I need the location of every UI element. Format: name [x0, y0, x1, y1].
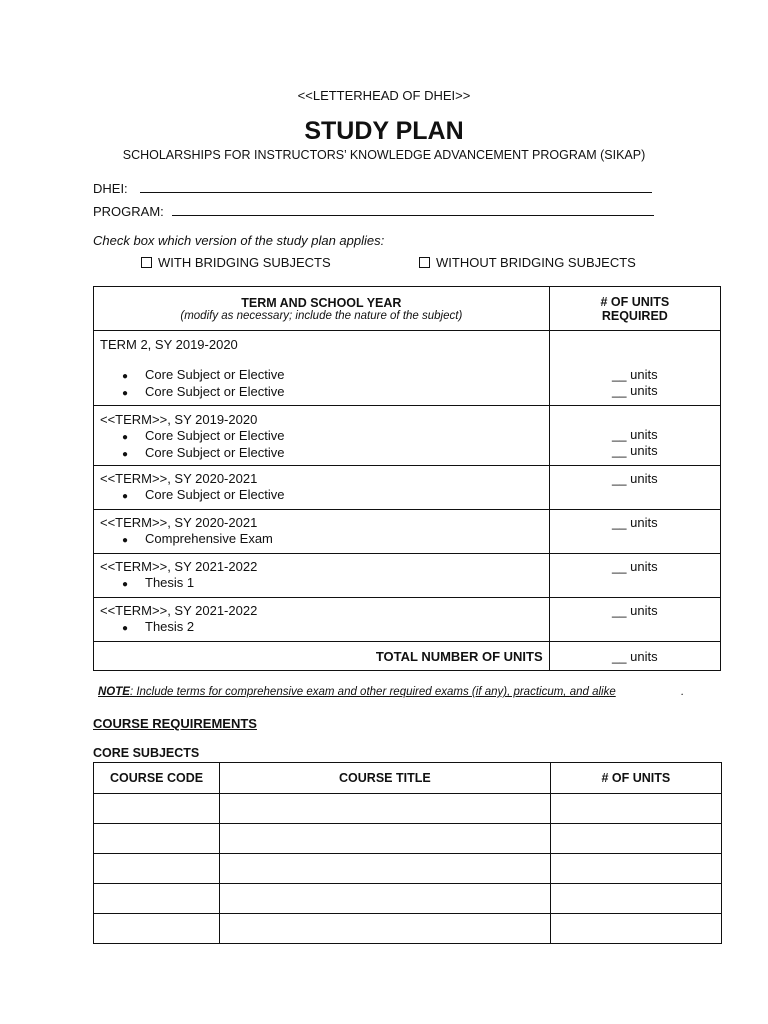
core-table-header-row	[94, 763, 722, 794]
units-value: __ units	[612, 427, 658, 442]
option-label: WITH BRIDGING SUBJECTS	[158, 255, 331, 270]
core-subjects-table	[93, 762, 722, 944]
table-row	[94, 824, 722, 854]
units-cell[interactable]	[550, 914, 721, 944]
term-cell	[94, 510, 550, 554]
table-row	[94, 914, 722, 944]
units-cell	[549, 554, 720, 598]
units-value: __ units	[612, 367, 658, 382]
term-cell	[94, 331, 550, 406]
course-title-cell[interactable]	[220, 794, 551, 824]
units-value: __ units	[612, 442, 658, 458]
total-units: __ units	[549, 642, 720, 671]
course-requirements-heading: COURSE REQUIREMENTS	[93, 716, 257, 731]
plan-row	[94, 466, 721, 510]
plan-row	[94, 331, 721, 406]
term-cell	[94, 598, 550, 642]
option-label: WITHOUT BRIDGING SUBJECTS	[436, 255, 636, 270]
term-label: <<TERM>>, SY 2021-2022	[100, 603, 258, 618]
note-label: NOTE	[98, 686, 130, 698]
units-cell	[549, 331, 720, 406]
subject-item: ● Core Subject or Elective	[100, 445, 543, 463]
document-subtitle: SCHOLARSHIPS FOR INSTRUCTORS’ KNOWLEDGE ADVANCEMENT PROGRAM (SIKAP)	[122, 148, 646, 162]
dhei-label: DHEI:	[93, 181, 128, 196]
units-cell	[549, 510, 720, 554]
term-header-note: (modify as necessary; include the nature of the subject)	[180, 309, 463, 322]
table-row	[94, 794, 722, 824]
term-header: TERM AND SCHOOL YEAR	[241, 295, 402, 310]
bullet: ●	[122, 490, 129, 502]
term-label: <<TERM>>, SY 2020-2021	[100, 515, 258, 530]
term-cell	[94, 406, 550, 466]
term-label: <<TERM>>, SY 2019-2020	[100, 412, 258, 427]
units-cell	[549, 406, 720, 466]
course-title-cell[interactable]	[220, 854, 551, 884]
option-without-bridging[interactable]	[419, 255, 636, 270]
units-header: # OF UNITS	[550, 763, 721, 794]
core-subjects-heading: CORE SUBJECTS	[93, 746, 200, 760]
total-label: TOTAL NUMBER OF UNITS	[94, 642, 550, 671]
term-label: <<TERM>>, SY 2020-2021	[100, 471, 258, 486]
program-blank-line[interactable]	[172, 202, 654, 216]
term-label: TERM 2, SY 2019-2020	[100, 337, 238, 352]
units-value: __ units	[612, 515, 658, 530]
bullet: ●	[122, 388, 129, 399]
course-code-header: COURSE CODE	[94, 763, 220, 794]
bullet: ●	[122, 431, 129, 443]
units-header-cell	[549, 287, 720, 331]
dhei-field	[93, 179, 652, 196]
course-code-cell[interactable]	[94, 914, 220, 944]
units-header-line2: REQUIRED	[601, 308, 668, 323]
letterhead-placeholder: <<LETTERHEAD OF DHEI>>	[297, 88, 471, 103]
subject-item: ● Thesis 1	[100, 575, 543, 593]
units-value: __ units	[612, 603, 658, 618]
course-title-header: COURSE TITLE	[220, 763, 551, 794]
subject-item: ● Comprehensive Exam	[100, 531, 543, 549]
bullet: ●	[122, 449, 129, 460]
total-row	[94, 642, 721, 671]
course-code-cell[interactable]	[94, 824, 220, 854]
dhei-blank-line[interactable]	[140, 179, 652, 193]
table-row	[94, 884, 722, 914]
course-code-cell[interactable]	[94, 884, 220, 914]
plan-row	[94, 406, 721, 466]
checkbox-icon[interactable]	[419, 257, 430, 268]
program-field	[93, 202, 654, 219]
checkbox-icon[interactable]	[141, 257, 152, 268]
plan-row	[94, 554, 721, 598]
bullet: ●	[122, 622, 129, 634]
units-cell	[549, 466, 720, 510]
document-title: STUDY PLAN	[304, 117, 464, 145]
note-period: .	[681, 686, 685, 698]
table-row	[94, 854, 722, 884]
units-cell[interactable]	[550, 884, 721, 914]
term-cell	[94, 554, 550, 598]
note-text: : Include terms for comprehensive exam and other required exams (if any), practicum, and alike	[129, 686, 616, 698]
units-value: __ units	[612, 382, 658, 398]
plan-row	[94, 510, 721, 554]
course-code-cell[interactable]	[94, 854, 220, 884]
subject-item: ● Thesis 2	[100, 619, 543, 637]
subject-item: ● Core Subject or Elective	[100, 367, 543, 385]
bullet: ●	[122, 534, 129, 546]
course-title-cell[interactable]	[220, 824, 551, 854]
term-header-cell	[94, 287, 550, 331]
units-header-line1: # OF UNITS	[600, 294, 670, 309]
units-cell[interactable]	[550, 854, 721, 884]
term-label: <<TERM>>, SY 2021-2022	[100, 559, 258, 574]
study-plan-table	[93, 286, 721, 671]
plan-row	[94, 598, 721, 642]
course-title-cell[interactable]	[220, 884, 551, 914]
option-with-bridging[interactable]	[141, 255, 331, 270]
units-value: __ units	[612, 471, 658, 486]
subject-item: ● Core Subject or Elective	[100, 487, 543, 505]
units-cell[interactable]	[550, 824, 721, 854]
plan-table-header-row	[94, 287, 721, 331]
bullet: ●	[122, 578, 129, 590]
units-value: __ units	[612, 559, 658, 574]
units-cell[interactable]	[550, 794, 721, 824]
units-cell	[549, 598, 720, 642]
note	[98, 686, 616, 698]
version-instruction: Check box which version of the study plan applies:	[93, 233, 385, 248]
course-code-cell[interactable]	[94, 794, 220, 824]
course-title-cell[interactable]	[220, 914, 551, 944]
bullet: ●	[122, 370, 129, 382]
subject-item: ● Core Subject or Elective	[100, 428, 543, 446]
subject-item: ● Core Subject or Elective	[100, 384, 543, 402]
term-cell	[94, 466, 550, 510]
program-label: PROGRAM:	[93, 204, 164, 219]
